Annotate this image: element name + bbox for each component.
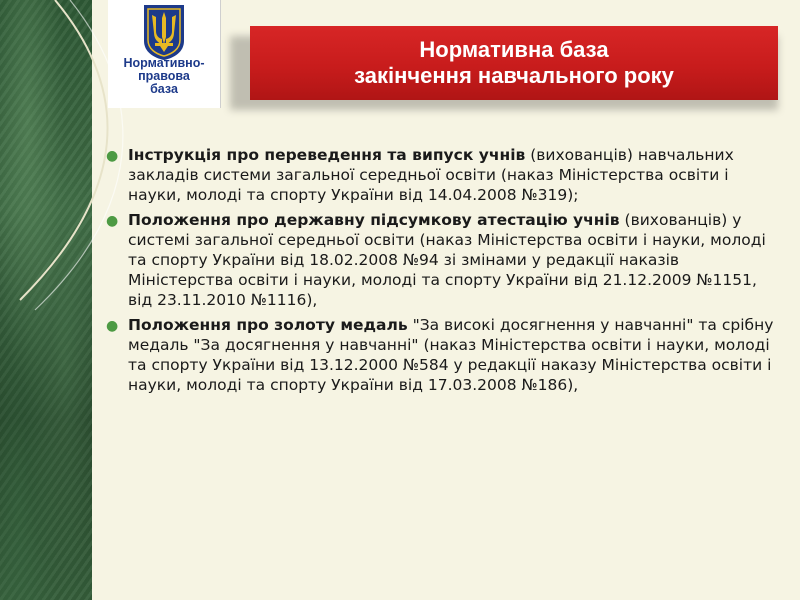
logo-caption bbox=[108, 57, 220, 96]
list-item bbox=[100, 146, 778, 205]
logo-line-3: база bbox=[150, 82, 178, 96]
list-item-title: Інструкція про переведення та випуск учнів bbox=[128, 146, 526, 164]
bullet-dot-icon: ● bbox=[106, 148, 119, 164]
bullet-list bbox=[100, 146, 778, 402]
title-banner bbox=[250, 26, 778, 100]
list-item bbox=[100, 211, 778, 310]
logo-line-2: правова bbox=[138, 69, 190, 83]
logo bbox=[108, 0, 221, 108]
title-line-2: закінчення навчального року bbox=[354, 63, 674, 88]
logo-line-1: Нормативно- bbox=[123, 56, 205, 70]
bullet-dot-icon: ● bbox=[106, 213, 119, 230]
list-item bbox=[100, 316, 778, 395]
title-line-1: Нормативна база bbox=[419, 37, 609, 62]
list-item-text: (вихованців) навчальних закладів системи загальної середньої освіти (наказ Міністерства освіти і науки, молоді та спорту України від 14.04.2008 №319); bbox=[128, 146, 734, 204]
list-item-title: Положення про золоту медаль bbox=[128, 316, 408, 335]
list-item-text: "За високі досягнення у навчанні" та срібну медаль "За досягнення у навчанні" (наказ Міністерства освіти і науки, молоді та спорту України від 13.12.2000 №584 у редакції наказу Міністерства освіти і науки, молоді та спорту України від 17.03.2008 №186), bbox=[128, 316, 774, 394]
list-item-title: Положення про державну підсумкову атестацію учнів bbox=[128, 211, 620, 230]
trident-emblem-icon bbox=[140, 3, 188, 61]
list-item-text: (вихованців) у системі загальної середньої освіти (наказ Міністерства освіти і науки, молоді та спорту України від 18.02.2008 №94 зі змінами у редакції наказів Міністерства освіти і науки, молоді та спорту України від 21.12.2009 №1151, від 23.11.2010 №1116), bbox=[128, 211, 766, 309]
bullet-dot-icon: ● bbox=[106, 318, 119, 335]
